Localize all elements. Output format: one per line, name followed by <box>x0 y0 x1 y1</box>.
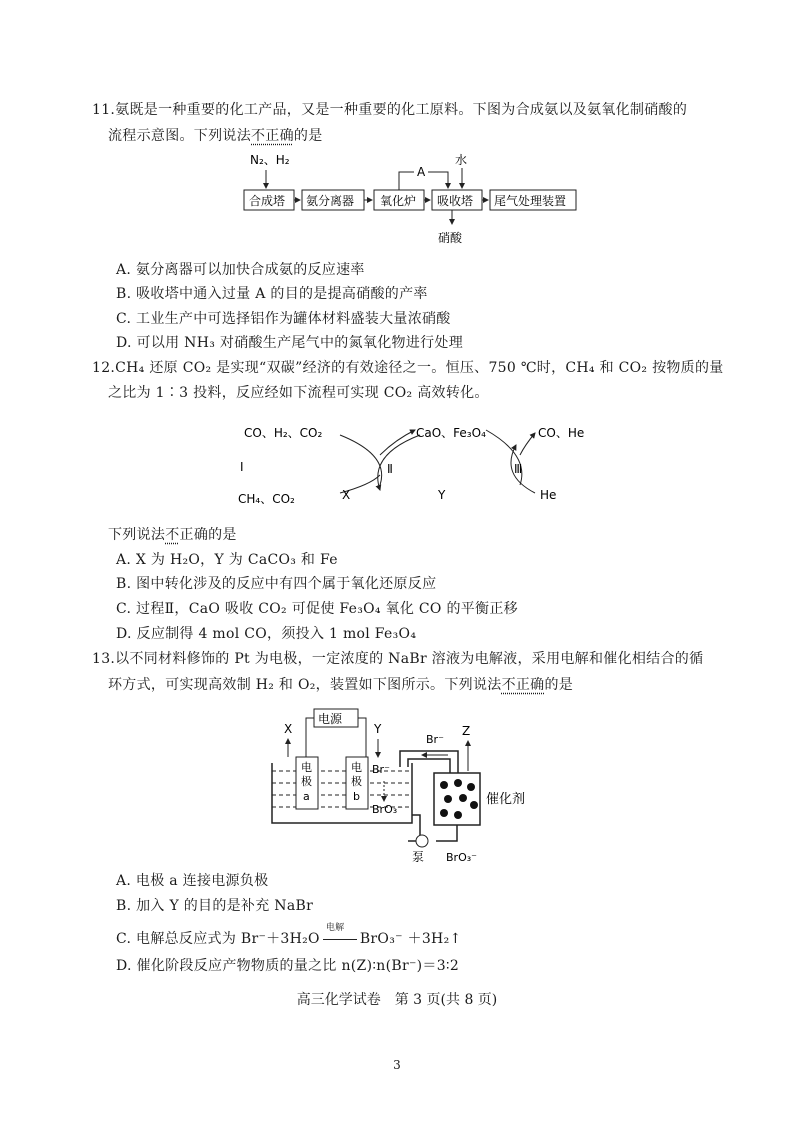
q12-label-iii: Ⅲ <box>514 462 523 476</box>
q13-option-a: A. 电极 a 连接电源负极 <box>116 873 269 889</box>
q11-stem-line1: 11.氨既是一种重要的化工产品，又是一种重要的化工原料。下图为合成氨以及氨氧化制硝酸的 <box>92 102 688 118</box>
q13-electrode-a-3: a <box>303 790 310 803</box>
q11-box-synthesis <box>244 190 294 210</box>
q13-option-c: C. 电解总反应式为 Br⁻＋3H₂O 电解 BrO₃⁻ ＋3H₂↑ <box>116 929 462 949</box>
q11-box-oxidizer <box>374 190 424 210</box>
q12-label-i: I <box>240 460 244 474</box>
q12-cycle-diagram <box>230 415 610 510</box>
q12-stem-line1: 12.CH₄ 还原 CO₂ 是实现“双碳”经济的有效途径之一。恒压、750 ℃时，CH₄ 和 CO₂ 按物质的量 <box>92 360 724 376</box>
q13-label-y: Y <box>374 722 382 736</box>
q13-electrode-b-1: 电 <box>351 761 362 774</box>
svg-text:氨分离器: 氨分离器 <box>306 194 355 208</box>
q13-electrode-a-1: 电 <box>301 761 312 774</box>
q11-input-label: N₂、H₂ <box>250 153 290 167</box>
q13-stem-line1: 13.以不同材料修饰的 Pt 为电极，一定浓度的 NaBr 溶液为电解液，采用电解和催化相结合的循 <box>92 651 704 667</box>
q11-option-b: B. 吸收塔中通入过量 A 的目的是提高硝酸的产率 <box>116 286 428 302</box>
q12-bottom-right: He <box>540 488 557 502</box>
q13-option-c-condition: 电解 <box>325 923 345 933</box>
q13-electrode-b-2: 极 <box>351 775 362 788</box>
q12-top-right: CO、He <box>538 426 585 440</box>
svg-text:合成塔: 合成塔 <box>249 194 286 208</box>
q13-emphasis: 不正确 <box>501 677 545 693</box>
q12-emphasis: 不 <box>165 527 180 543</box>
q13-bro3-bottom: BrO₃⁻ <box>446 851 477 864</box>
q13-pump-label: 泵 <box>412 850 425 864</box>
q11-box-separator <box>302 190 364 210</box>
q13-label-z: Z <box>462 724 471 738</box>
q11-box-tailgas <box>490 190 576 210</box>
q12-option-d: D. 反应制得 4 mol CO，须投入 1 mol Fe₃O₄ <box>116 626 417 642</box>
q13-apparatus-diagram <box>262 705 582 865</box>
q12-top-left: CO、H₂、CO₂ <box>244 426 323 440</box>
q12-option-a: A. X 为 H₂O，Y 为 CaCO₃ 和 Fe <box>116 552 338 568</box>
q11-flow-diagram <box>230 150 590 250</box>
q13-br-left: Br⁻ <box>372 763 390 776</box>
q13-electrode-b-3: b <box>353 790 360 803</box>
q12-label-x: X <box>342 488 351 502</box>
q13-electrode-a-2: 极 <box>301 775 312 788</box>
q12-ask: 下列说法不正确的是 <box>108 527 237 543</box>
q13-bro3-inner: BrO₃⁻ <box>372 803 403 816</box>
q11-option-d: D. 可以用 NH₃ 对硝酸生产尾气中的氮氧化物进行处理 <box>116 335 463 351</box>
q13-label-x: X <box>284 722 293 736</box>
q11-label-a: A <box>417 165 426 179</box>
q13-stem-line2: 环方式，可实现高效制 H₂ 和 O₂，装置如下图所示。下列说法不正确的是 <box>108 677 574 693</box>
q12-label-y: Y <box>438 488 446 502</box>
q13-power-label: 电源 <box>318 712 343 726</box>
q11-label-water: 水 <box>455 153 468 167</box>
svg-text:吸收塔: 吸收塔 <box>437 194 474 208</box>
q11-box-absorber <box>432 190 482 210</box>
q11-stem-line2: 流程示意图。下列说法不正确的是 <box>108 128 323 144</box>
q12-option-b: B. 图中转化涉及的反应中有四个属于氧化还原反应 <box>116 576 437 592</box>
q11-option-a: A. 氨分离器可以加快合成氨的反应速率 <box>116 262 365 278</box>
svg-text:尾气处理装置: 尾气处理装置 <box>494 194 567 208</box>
q13-catalyst-label: 催化剂 <box>486 792 526 807</box>
q13-br-top: Br⁻ <box>426 733 444 746</box>
page-number: 3 <box>393 1058 401 1072</box>
q13-option-d: D. 催化阶段反应产物物质的量之比 n(Z)∶n(Br⁻)＝3∶2 <box>116 958 460 974</box>
q12-label-ii: Ⅱ <box>387 462 393 476</box>
q12-top-mid: CaO、Fe₃O₄ <box>416 426 486 440</box>
q13-option-b: B. 加入 Y 的目的是补充 NaBr <box>116 898 314 914</box>
q12-option-c: C. 过程Ⅱ，CaO 吸收 CO₂ 可促使 Fe₃O₄ 氧化 CO 的平衡正移 <box>116 601 518 617</box>
q12-stem-line2: 之比为 1∶3 投料，反应经如下流程可实现 CO₂ 高效转化。 <box>108 385 489 401</box>
q11-emphasis: 不正确 <box>251 128 294 144</box>
q11-option-c: C. 工业生产中可选择铝作为罐体材料盛装大量浓硝酸 <box>116 311 451 327</box>
q11-label-output: 硝酸 <box>438 231 463 245</box>
q12-bottom-left: CH₄、CO₂ <box>238 492 295 506</box>
svg-text:氧化炉: 氧化炉 <box>380 194 417 208</box>
footer-title: 高三化学试卷 第 3 页(共 8 页) <box>296 992 498 1008</box>
